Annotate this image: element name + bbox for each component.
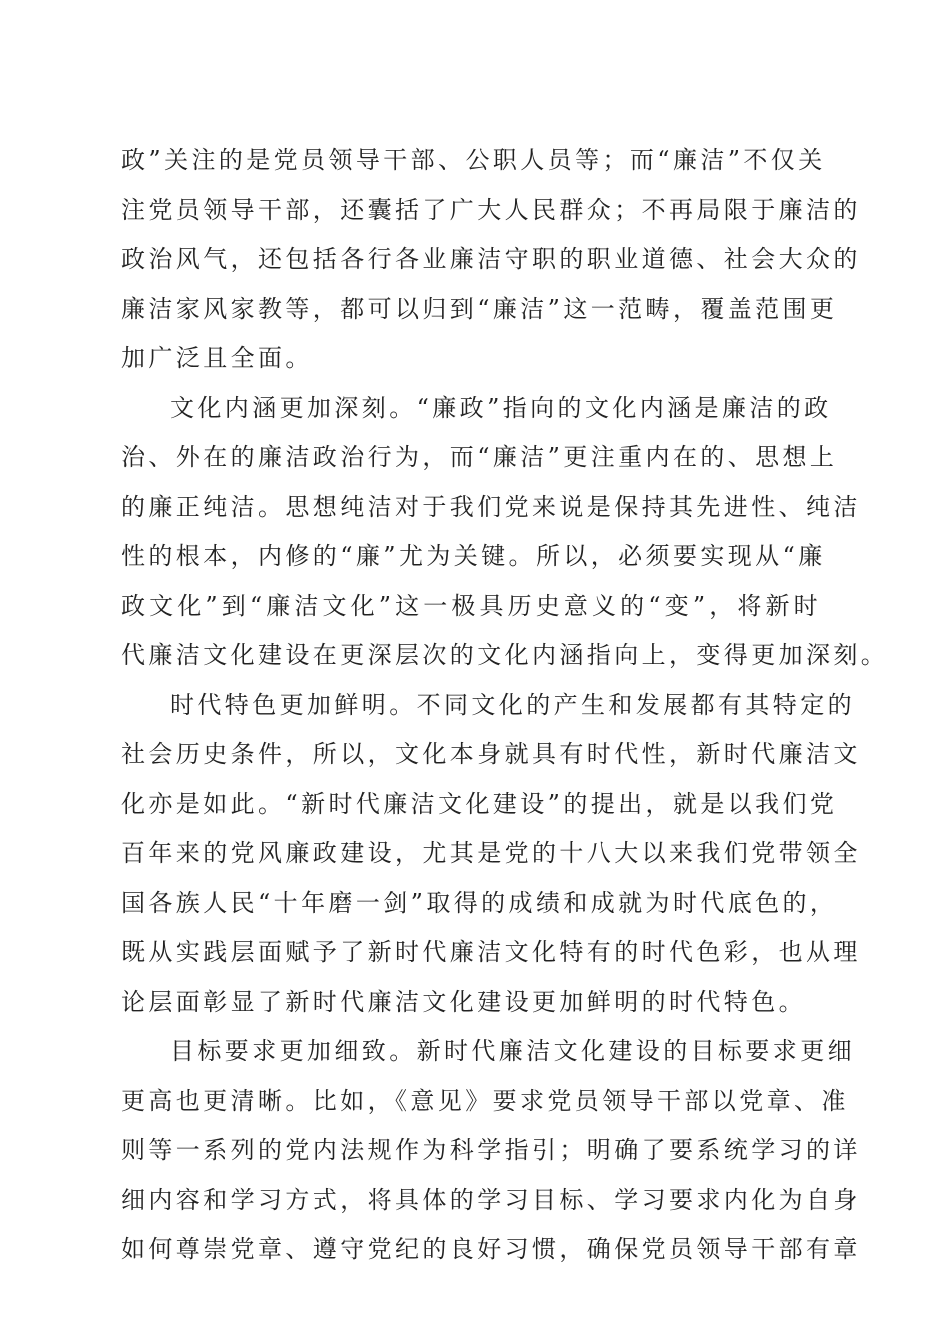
text-line: 政文化”到“廉洁文化”这一极具历史意义的“变”，将新时 [121,591,821,620]
text-line: 加广泛且全面。 [121,344,313,372]
text-line: 文化内涵更加深刻。“廉政”指向的文化内涵是廉洁的政 [170,393,832,422]
text-line: 论层面彰显了新时代廉洁文化建设更加鲜明的时代特色。 [121,987,806,1016]
text-line: 政治风气，还包括各行各业廉洁守职的职业道德、社会大众的 [121,245,861,273]
text-line: 如何尊崇党章、遵守党纪的良好习惯，确保党员领导干部有章 [121,1235,861,1263]
paragraph-1 [121,136,861,384]
text-line: 百年来的党风廉政建设，尤其是党的十八大以来我们党带领全 [121,839,861,867]
text-line: 政”关注的是党员领导干部、公职人员等；而“廉洁”不仅关 [121,146,826,174]
text-line: 化亦是如此。“新时代廉洁文化建设”的提出，就是以我们党 [121,789,838,818]
text-line: 时代特色更加鲜明。不同文化的产生和发展都有其特定的 [170,690,855,719]
text-line: 的廉正纯洁。思想纯洁对于我们党来说是保持其先进性、纯洁 [121,492,861,521]
text-line: 细内容和学习方式，将具体的学习目标、学习要求内化为自身 [121,1185,861,1214]
text-line: 更高也更清晰。比如，《意见》要求党员领导干部以党章、准 [121,1086,849,1115]
text-line: 性的根本，内修的“廉”尤为关键。所以，必须要实现从“廉 [121,542,826,570]
text-line: 社会历史条件，所以，文化本身就具有时代性，新时代廉洁文 [121,740,861,768]
text-line: 则等一系列的党内法规作为科学指引；明确了要系统学习的详 [121,1136,861,1164]
text-line: 目标要求更加细致。新时代廉洁文化建设的目标要求更细 [170,1037,855,1065]
text-line: 注党员领导干部，还囊括了广大人民群众；不再局限于廉洁的 [121,195,861,224]
text-line: 廉洁家风家教等，都可以归到“廉洁”这一范畴，覆盖范围更 [121,294,838,323]
text-line: 治、外在的廉洁政治行为，而“廉洁”更注重内在的、思想上 [121,443,838,471]
document-body [121,136,889,1275]
paragraph-3 [121,681,861,1028]
paragraph-2 [121,384,889,681]
text-line: 国各族人民“十年磨一剑”取得的成绩和成就为时代底色的， [121,888,838,917]
text-line: 既从实践层面赋予了新时代廉洁文化特有的时代色彩，也从理 [121,938,861,966]
paragraph-4 [121,1027,861,1275]
text-line: 代廉洁文化建设在更深层次的文化内涵指向上，变得更加深刻。 [121,641,889,669]
